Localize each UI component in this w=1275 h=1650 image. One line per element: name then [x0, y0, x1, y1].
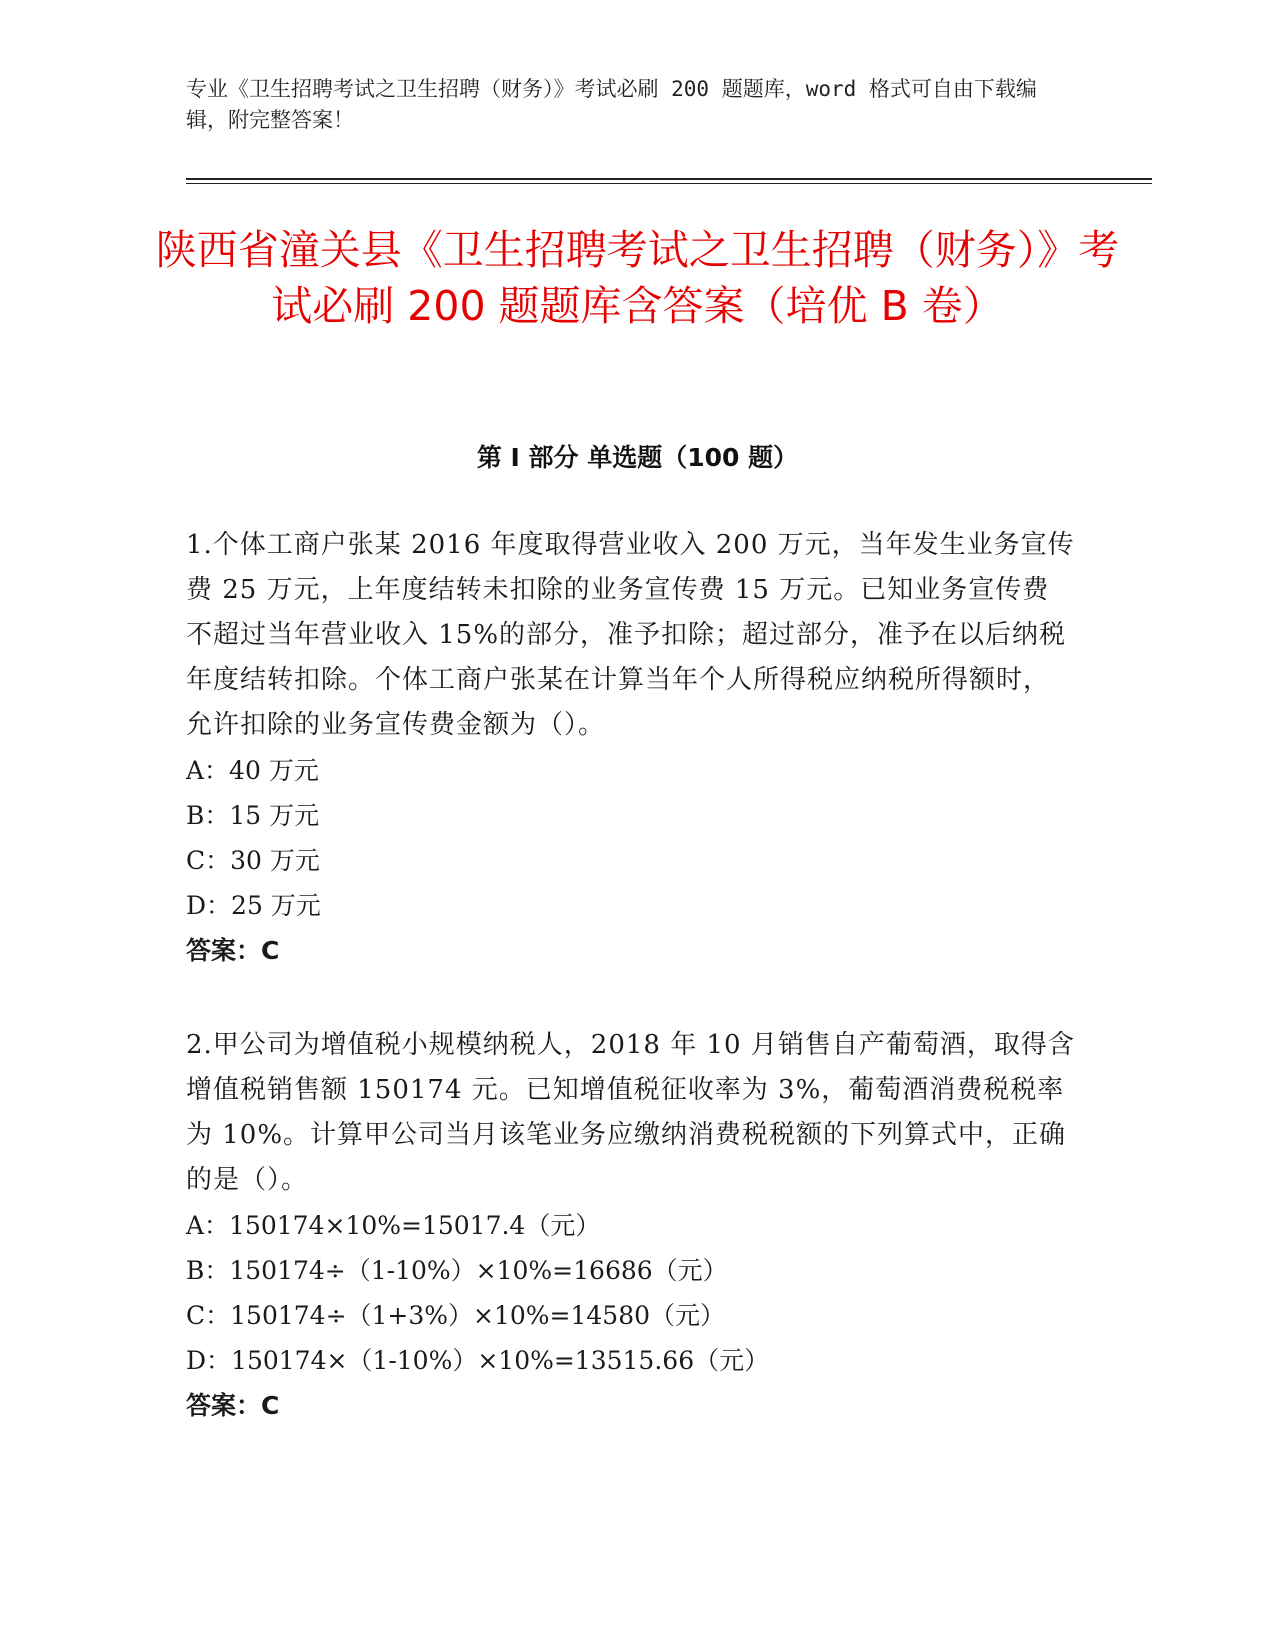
option-d: D：150174×（1-10%）×10%=13515.66（元） — [186, 1346, 770, 1375]
question-stem: 2.甲公司为增值税小规模纳税人，2018 年 10 月销售自产葡萄酒，取得含增值税销售额 150174 元。已知增值税征收率为 3%，葡萄酒消费税税率为 10%。计算甲公司当月该笔业务应缴纳消费税税额的下列算式中，正确的是（）。 — [186, 1030, 1075, 1195]
question-stem: 1.个体工商户张某 2016 年度取得营业收入 200 万元，当年发生业务宣传费 25 万元，上年度结转未扣除的业务宣传费 15 万元。已知业务宣传费不超过当年营业收入 15%的部分，准予扣除；超过部分，准予在以后纳税年度结转扣除。个体工商户张某在计算当年个人所得税应纳税所得额时，允许扣除的业务宣传费金额为（）。 — [186, 530, 1075, 740]
option-d: D：25 万元 — [186, 891, 321, 920]
header-divider-thin — [186, 183, 1152, 184]
header-divider-thick — [186, 178, 1152, 180]
document-title: 陕西省潼关县《卫生招聘考试之卫生招聘（财务）》考试必刷 200 题题库含答案（培优 B 卷） — [155, 226, 1120, 330]
option-a: A：150174×10%=15017.4（元） — [186, 1211, 601, 1240]
answer: 答案：C — [186, 1391, 280, 1420]
option-b: B：150174÷（1-10%）×10%=16686（元） — [186, 1256, 728, 1285]
option-c: C：30 万元 — [186, 846, 320, 875]
section-heading: 第 I 部分 单选题（100 题） — [476, 443, 799, 472]
option-c: C：150174÷（1+3%）×10%=14580（元） — [186, 1301, 726, 1330]
question-2 — [186, 1023, 1076, 1428]
option-a: A：40 万元 — [186, 756, 319, 785]
option-b: B：15 万元 — [186, 801, 320, 830]
answer: 答案：C — [186, 936, 280, 965]
question-1 — [186, 523, 1076, 973]
header-note: 专业《卫生招聘考试之卫生招聘（财务）》考试必刷 200 题题库，word 格式可自由下载编辑，附完整答案！ — [186, 77, 1037, 132]
